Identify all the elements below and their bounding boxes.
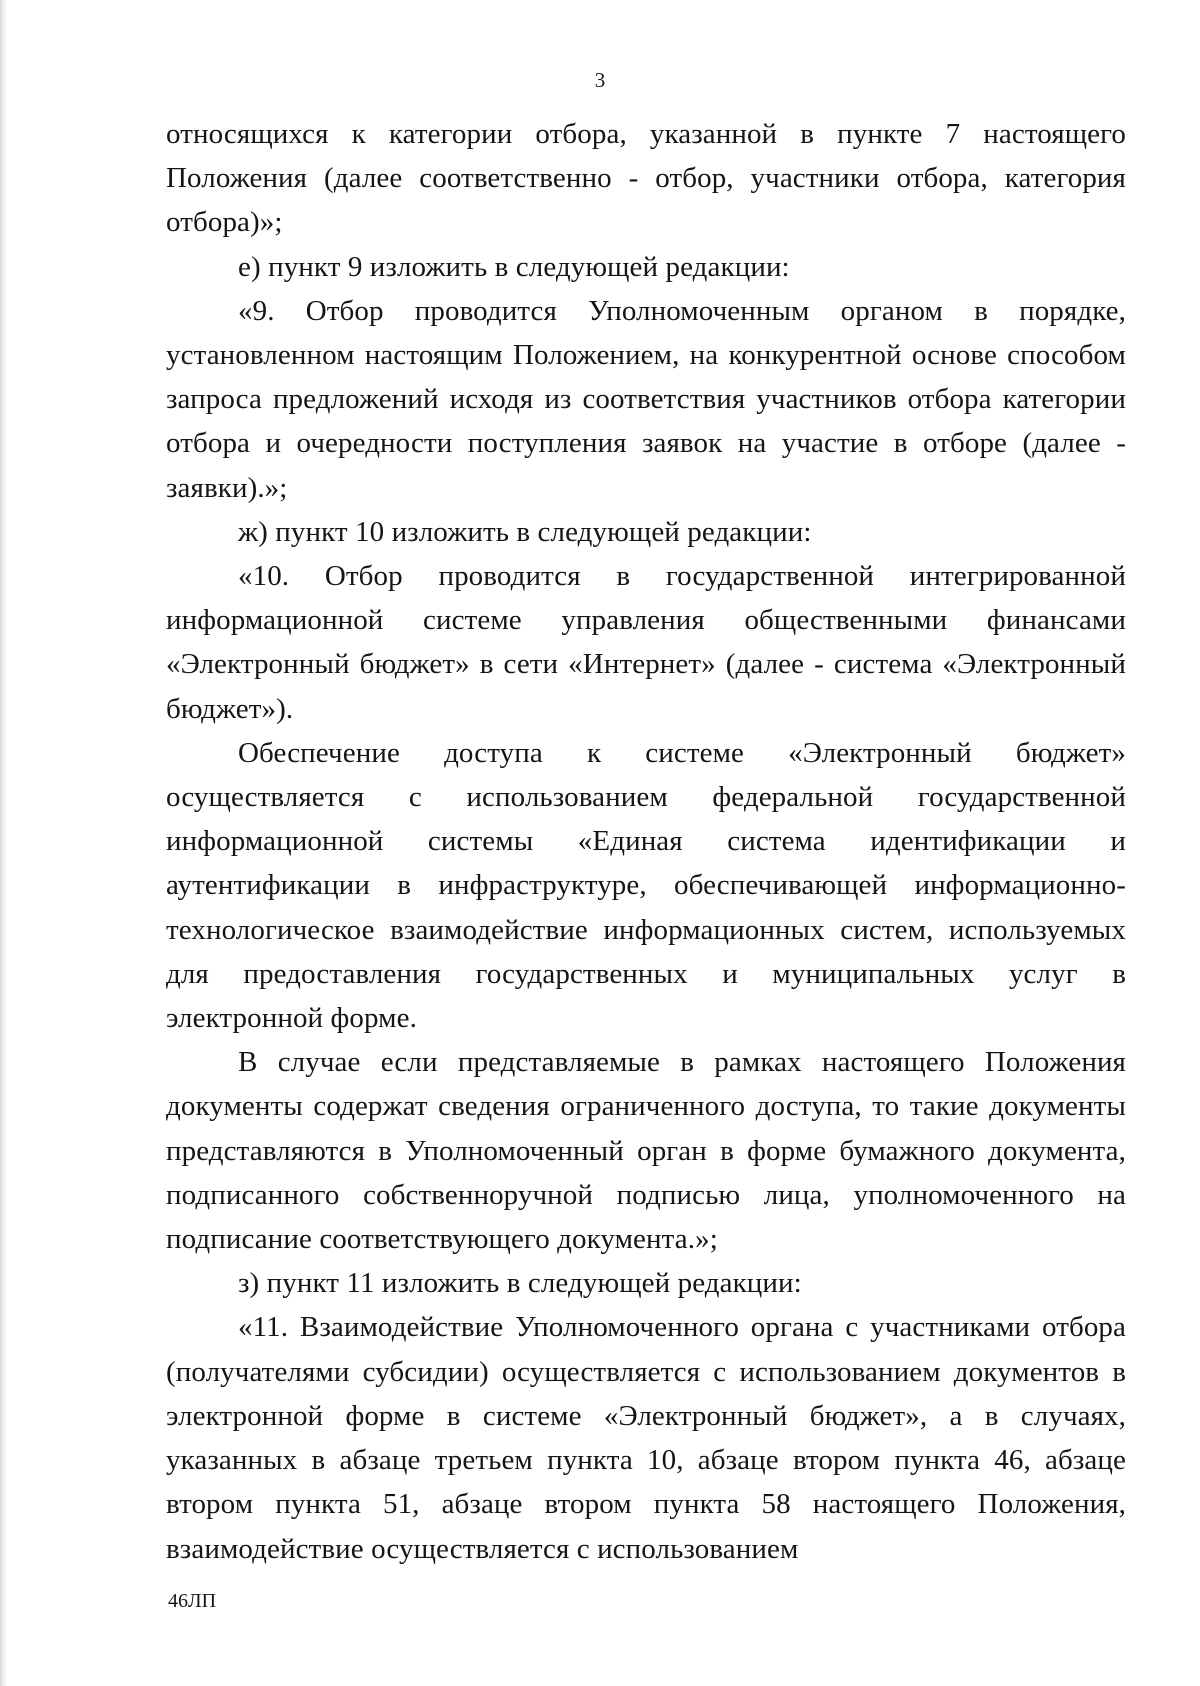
paragraph-access: Обеспечение доступа к системе «Электронный бюджет» осуществляется с использованием федеральной государственной информационной системы «Единая система идентификации и аутентификации в инфраструктуре, обеспечивающей информационно-технологическое взаимодействие информационных систем, используемых для предоставления государственных и муниципальных услуг в электронной форме. — [166, 736, 1126, 1035]
paragraph-item-zh: ж) пункт 10 изложить в следующей редакции: — [238, 515, 812, 548]
document-body — [166, 112, 1126, 1571]
paragraph-continuation: относящихся к категории отбора, указанной в пункте 7 настоящего Положения (далее соответственно - отбор, участники отбора, категория отбора)»; — [166, 118, 1126, 239]
paragraph-restricted-documents: В случае если представляемые в рамках настоящего Положения документы содержат сведения ограниченного доступа, то такие документы представляются в Уполномоченный орган в форме бумажного документа, подписанного собственноручной подписью лица, уполномоченного на подписание соответствующего документа.»; — [166, 1046, 1126, 1256]
paragraph-point-11: «11. Взаимодействие Уполномоченного органа с участниками отбора (получателями субсидии) осуществляется с использованием документов в электронной форме в системе «Электронный бюджет», а в случаях, указанных в абзаце третьем пункта 10, абзаце втором пункта 46, абзаце втором пункта 51, абзаце втором пункта 58 настоящего Положения, взаимодействие осуществляется с использованием — [166, 1311, 1126, 1565]
page-number: 3 — [594, 68, 606, 92]
paragraph-item-e: е) пункт 9 изложить в следующей редакции: — [238, 250, 790, 283]
scan-edge — [0, 0, 7, 1686]
paragraph-point-10: «10. Отбор проводится в государственной интегрированной информационной системе управления общественными финансами «Электронный бюджет» в сети «Интернет» (далее - система «Электронный бюджет»). — [166, 560, 1126, 725]
paragraph-item-z: з) пункт 11 изложить в следующей редакции: — [238, 1267, 802, 1300]
paragraph-point-9: «9. Отбор проводится Уполномоченным органом в порядке, установленном настоящим Положением, на конкурентной основе способом запроса предложений исходя из соответствия участников отбора категории отбора и очередности поступления заявок на участие в отборе (далее - заявки).»; — [166, 294, 1126, 504]
footer-document-code: 46ЛП — [168, 1590, 217, 1612]
